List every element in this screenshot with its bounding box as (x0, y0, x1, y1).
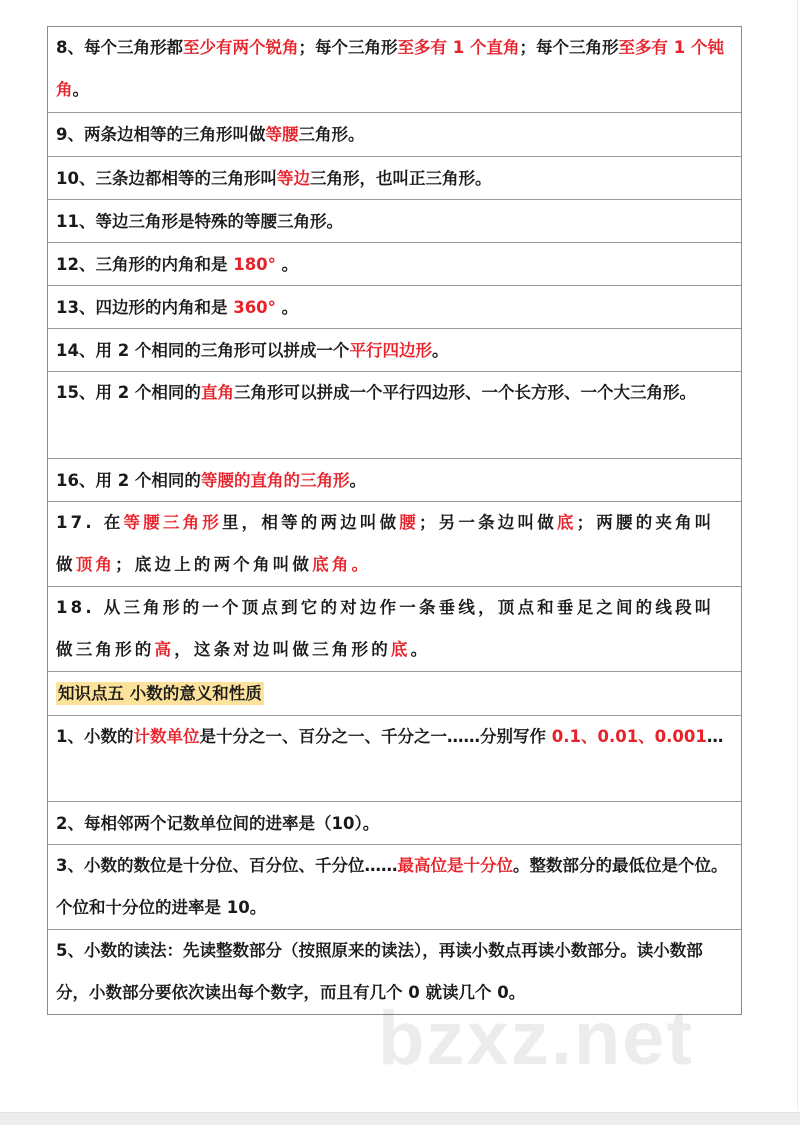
emphasis-text: 0.1、0.01、0.001 (551, 727, 707, 746)
text: 8、每个三角形都 (56, 38, 183, 57)
table-row-decimal-3 (48, 844, 741, 929)
table-row-decimal-2 (48, 801, 741, 844)
emphasis-text: 至多有 1 个钝角 (56, 38, 724, 99)
text: 。 (349, 471, 366, 490)
emphasis-text: 腰 (399, 513, 419, 532)
text: 三角形可以拼成一个平行四边形、一个长方形、一个大三角形。 (233, 383, 696, 402)
emphasis-text: 等腰 (265, 125, 299, 144)
table-row-item-13 (48, 285, 741, 328)
table-row-item-9 (48, 112, 741, 156)
text: 16、用 2 个相同的 (56, 471, 201, 490)
emphasis-text: 等腰的直角的三角形 (200, 471, 350, 490)
table-row-item-10 (48, 156, 741, 199)
emphasis-text: 计数单位 (133, 727, 200, 746)
text: 2、每相邻两个记数单位间的进率是（10）。 (56, 814, 380, 833)
text: 。整数部分的最低位是个位。个位和十分位的进率是 10。 (56, 856, 728, 917)
emphasis-text: 顶角 (75, 555, 116, 574)
table-row-item-15 (48, 371, 741, 458)
text: 是十分之一、百分之一、千分之一……分别写作 (199, 727, 552, 746)
text: 。 (431, 341, 449, 360)
table-row-item-18 (48, 586, 741, 671)
text: ，这条对边叫做三角形的 (174, 640, 391, 659)
emphasis-text: 直角 (200, 383, 234, 402)
text: 。 (72, 80, 89, 99)
text: 3、小数的数位是十分位、百分位、千分位…… (56, 856, 398, 875)
page-separator (0, 1112, 800, 1126)
next-page-edge (0, 1125, 800, 1134)
text: 15、用 2 个相同的 (56, 383, 201, 402)
text: 里，相等的两边叫做 (221, 513, 400, 532)
text: 1、小数的 (56, 727, 134, 746)
knowledge-table (47, 26, 742, 1015)
emphasis-text: 底 (556, 513, 577, 532)
text: ；两腰的夹角叫做 (56, 513, 715, 574)
text: 14、用 2 个相同的三角形可以拼成一个 (56, 341, 350, 360)
text: ；每个三角形 (298, 38, 398, 57)
text: 13、四边形的内角和是 (56, 298, 234, 317)
text: 18. 从三角形的一个顶点到它的对边作一条垂线，顶点和垂足之间的线段叫做三角形的 (56, 598, 715, 659)
emphasis-text: 底 (390, 640, 411, 659)
table-row-item-16 (48, 458, 741, 501)
table-row-item-12 (48, 242, 741, 285)
text: ；另一条边叫做 (419, 513, 557, 532)
text: 三角形。 (298, 125, 365, 144)
emphasis-text: 最高位是十分位 (397, 856, 513, 875)
text: 三角形，也叫正三角形。 (309, 169, 492, 188)
text: 17. 在 (56, 513, 124, 532)
section-heading-row (48, 671, 741, 715)
table-row-decimal-1 (48, 715, 741, 801)
emphasis-text: 底角。 (312, 555, 372, 574)
emphasis-text: 平行四边形 (349, 341, 432, 360)
emphasis-text: 至多有 1 个直角 (397, 38, 520, 57)
section-heading: 知识点五 小数的意义和性质 (58, 684, 262, 703)
table-row-decimal-5 (48, 929, 741, 1014)
text: 12、三角形的内角和是 (56, 255, 234, 274)
emphasis-text: 高 (154, 640, 175, 659)
text: 11、等边三角形是特殊的等腰三角形。 (56, 212, 343, 231)
emphasis-text: 至少有两个锐角 (182, 38, 299, 57)
emphasis-text: 360° (233, 298, 276, 317)
text: 。 (410, 640, 431, 659)
text: ；每个三角形 (519, 38, 619, 57)
text: 。 (275, 298, 299, 317)
text: 9、两条边相等的三角形叫做 (56, 125, 266, 144)
table-row-item-8 (48, 27, 741, 112)
text: … (706, 727, 724, 746)
text: 10、三条边都相等的三角形叫 (56, 169, 277, 188)
table-row-item-14 (48, 328, 741, 371)
table-row-item-11 (48, 199, 741, 242)
emphasis-text: 180° (233, 255, 276, 274)
text: ；底边上的两个角叫做 (115, 555, 313, 574)
emphasis-text: 等腰三角形 (123, 513, 222, 532)
text: 。 (275, 255, 299, 274)
table-row-item-17 (48, 501, 741, 586)
text: 5、小数的读法：先读整数部分（按照原来的读法），再读小数点再读小数部分。读小数部分，小数部分要依次读出每个数字，而且有几个 0 就读几个 0。 (56, 941, 703, 1002)
emphasis-text: 等边 (276, 169, 310, 188)
